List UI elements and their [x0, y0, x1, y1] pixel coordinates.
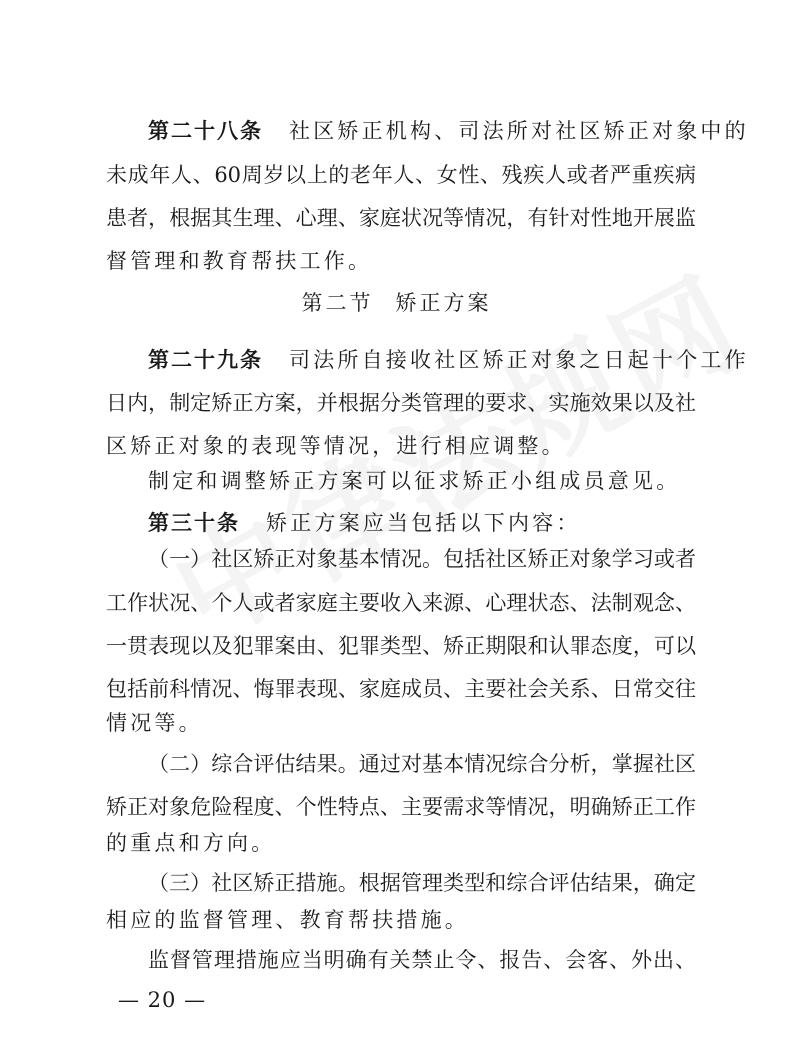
item-3-line-1: （三）社区矫正措施。根据管理类型和综合评估结果，确定 — [148, 871, 696, 895]
item-1-line-1: （一）社区矫正对象基本情况。包括社区矫正对象学习或者 — [148, 547, 696, 571]
article-28-line-2: 未成年人、60周岁以上的老年人、女性、残疾人或者严重疾病 — [106, 163, 696, 187]
article-28-line-3: 患者，根据其生理、心理、家庭状况等情况，有针对性地开展监 — [106, 206, 696, 230]
section-heading — [0, 288, 793, 318]
article-30-line-1 — [148, 508, 696, 538]
item-2-line-1: （二）综合评估结果。通过对基本情况综合分析，掌握社区 — [148, 752, 696, 776]
article-29-heading: 第二十九条 — [148, 347, 263, 372]
item-1-line-4: 包括前科情况、悔罪表现、家庭成员、主要社会关系、日常交往 — [106, 677, 696, 701]
article-29-line-2: 日内，制定矫正方案，并根据分类管理的要求、实施效果以及社 — [106, 391, 696, 415]
item-1-line-5: 情况等。 — [106, 711, 203, 735]
article-30-last-para: 监督管理措施应当明确有关禁止令、报告、会客、外出、 — [148, 948, 696, 972]
article-28-line-4: 督管理和教育帮扶工作。 — [106, 249, 373, 273]
article-28-line-1 — [148, 116, 749, 146]
article-29-line-1 — [148, 345, 749, 375]
article-29-text: 司法所自接收社区矫正对象之日起十个工作 — [289, 348, 749, 372]
page-number: — 20 — — [118, 988, 207, 1012]
section-number: 第二节 — [301, 291, 374, 315]
article-30-heading: 第三十条 — [148, 510, 240, 535]
item-2-line-2: 矫正对象危险程度、个性特点、主要需求等情况，明确矫正工作 — [106, 795, 696, 819]
article-30-intro: 矫正方案应当包括以下内容： — [266, 511, 581, 535]
item-3-line-2: 相应的监督管理、教育帮扶措施。 — [106, 908, 469, 932]
article-29-line-3: 区矫正对象的表现等情况，进行相应调整。 — [106, 434, 566, 458]
section-title: 矫正方案 — [395, 291, 492, 315]
article-28-heading: 第二十八条 — [148, 118, 263, 143]
article-28-text: 社区矫正机构、司法所对社区矫正对象中的 — [289, 119, 749, 143]
item-2-line-3: 的重点和方向。 — [106, 831, 276, 855]
article-29-para-2: 制定和调整矫正方案可以征求矫正小组成员意见。 — [148, 469, 681, 493]
item-1-line-3: 一贯表现以及犯罪案由、犯罪类型、矫正期限和认罪态度，可以 — [106, 634, 696, 658]
item-1-line-2: 工作状况、个人或者家庭主要收入来源、心理状态、法制观念、 — [106, 591, 696, 615]
